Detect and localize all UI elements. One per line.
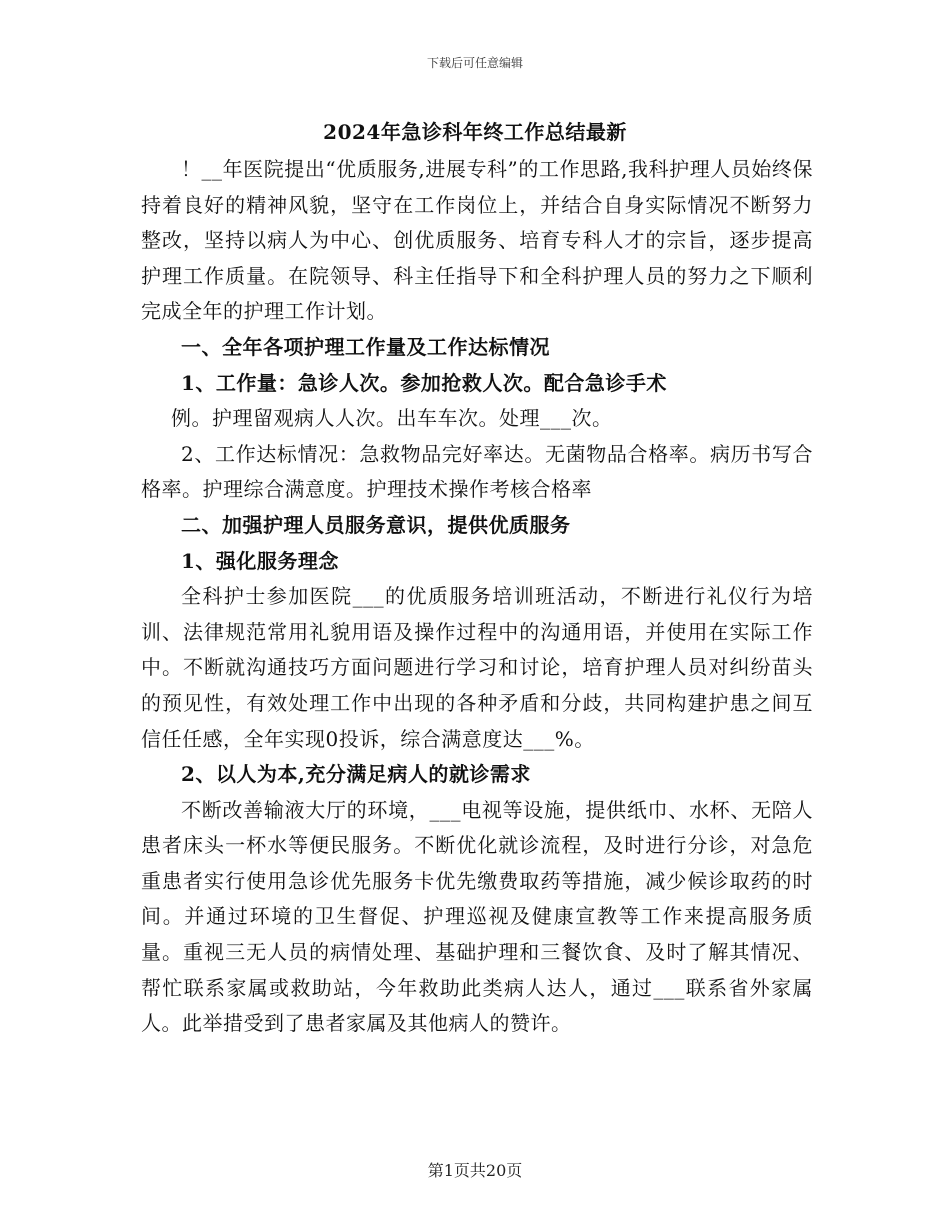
header-note: 下载后可任意编辑 (426, 56, 523, 70)
subheading-service-concept: 1、强化服务理念 (181, 548, 339, 573)
paragraph-patient-services: 不断改善输液大厅的环境，___电视等设施，提供纸巾、水杯、无陪人患者床头一杯水等便民服务。不断优化就诊流程，及时进行分诊，对急危重患者实行使用急诊优先服务卡优先缴费取药等措施，减少候诊取药的时间。并通过环境的卫生督促、护理巡视及健康宣教等工作来提高服务质量。重视三无人员的病情处理、基础护理和三餐饮食、及时了解其情况、帮忙联系家属或救助站，今年救助此类病人达人，通过___联系省外家属人。此举措受到了患者家属及其他病人的赞许。 (141, 797, 813, 1036)
document-title: 2024年急诊科年终工作总结最新 (323, 120, 627, 144)
document-body (141, 152, 813, 1042)
paragraph-workload-cont: 例。护理留观病人人次。出车车次。处理___次。 (171, 406, 613, 431)
paragraph-standards: 2、工作达标情况：急救物品完好率达。无菌物品合格率。病历书写合格率。护理综合满意度。护理技术操作考核合格率 (141, 441, 813, 502)
section-heading-1: 一、全年各项护理工作量及工作达标情况 (181, 334, 550, 359)
subheading-patient-centered: 2、以人为本,充分满足病人的就诊需求 (181, 762, 531, 787)
page-number: 第1页共20页 (427, 1161, 523, 1180)
paragraph-intro: ！__年医院提出“优质服务,进展专科”的工作思路,我科护理人员始终保持着良好的精神风貌，坚守在工作岗位上，并结合自身实际情况不断努力整改，坚持以病人为中心、创优质服务、培育专科人才的宗旨，逐步提高护理工作质量。在院领导、科主任指导下和全科护理人员的努力之下顺利完成全年的护理工作计划。 (141, 157, 813, 324)
subheading-workload: 1、工作量：急诊人次。参加抢救人次。配合急诊手术 (181, 370, 667, 395)
paragraph-service-training: 全科护士参加医院___的优质服务培训班活动，不断进行礼仪行为培训、法律规范常用礼貌用语及操作过程中的沟通用语，并使用在实际工作中。不断就沟通技巧方面问题进行学习和讨论，培育护理人员对纠纷苗头的预见性，有效处理工作中出现的各种矛盾和分歧，共同构建护患之间互信任任感，全年实现0投诉，综合满意度达___%。 (141, 584, 813, 751)
section-heading-2: 二、加强护理人员服务意识，提供优质服务 (181, 512, 571, 537)
